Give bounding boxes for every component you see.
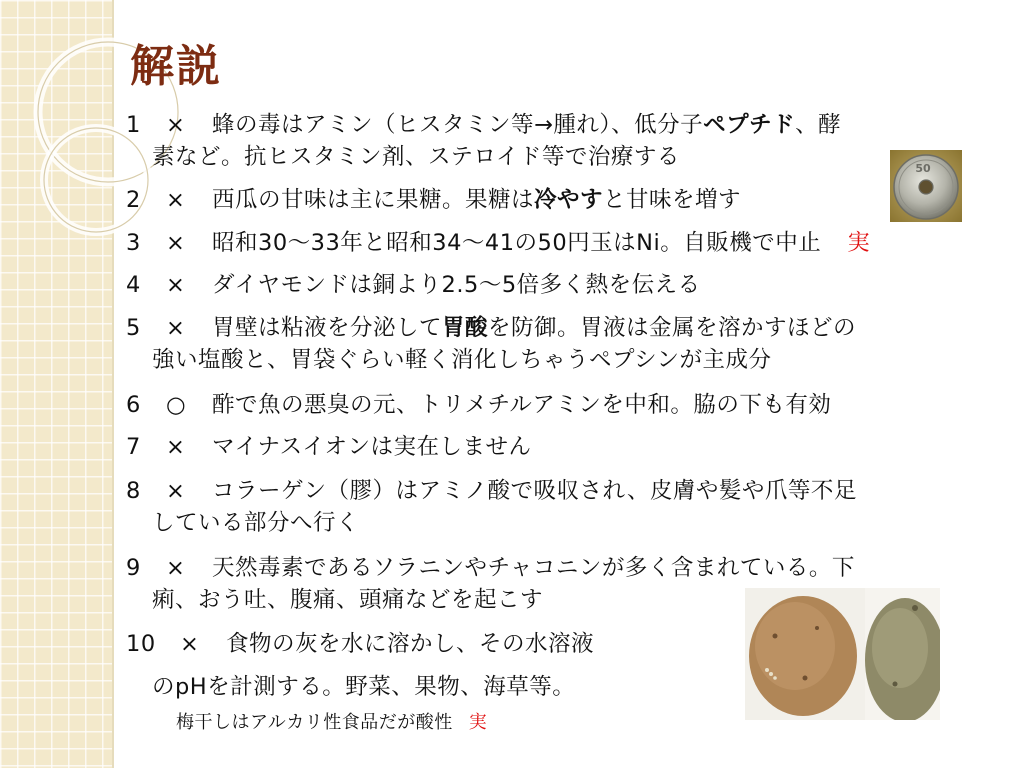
item-text: ダイヤモンドは銅より2.5〜5倍多く熱を伝える <box>212 272 701 298</box>
fact-marker: 実 <box>468 712 488 733</box>
list-item-continuation: 素など。抗ヒスタミン剤、ステロイド等で治療する <box>152 144 680 170</box>
item-number: 9 <box>126 555 141 581</box>
list-item <box>126 270 701 300</box>
item-mark: × <box>166 434 186 460</box>
item-text: 食物の灰を水に溶かし、その水溶液 <box>226 631 595 657</box>
fifty-yen-coin-photo <box>890 150 962 222</box>
sprouting-potato-photo <box>745 588 940 720</box>
item-number: 4 <box>126 272 141 298</box>
item-mark: × <box>166 272 186 298</box>
item-text: と甘味を増す <box>603 187 742 213</box>
item-mark: × <box>166 230 186 256</box>
list-item <box>126 476 857 506</box>
item-bold-text: 胃酸 <box>442 315 489 341</box>
item-number: 10 <box>126 631 156 657</box>
coin-text: 50 <box>915 162 931 175</box>
item-number: 8 <box>126 478 141 504</box>
item-number: 6 <box>126 392 141 418</box>
note-text: 梅干しはアルカリ性食品だが酸性 <box>176 712 453 733</box>
item-text: 胃壁は粘液を分泌して <box>212 315 443 341</box>
item-text: を防御。胃液は金属を溶かすほどの <box>488 315 857 341</box>
item-number: 1 <box>126 112 141 138</box>
item-text: 昭和30〜33年と昭和34〜41の50円玉はNi。自販機で中止 <box>212 230 822 256</box>
item-mark: × <box>180 631 200 657</box>
item-mark: × <box>166 187 186 213</box>
item-mark: × <box>166 555 186 581</box>
list-item-continuation: のpHを計測する。野菜、果物、海草等。 <box>152 674 576 700</box>
item-text: 酢で魚の悪臭の元、トリメチルアミンを中和。脇の下も有効 <box>212 392 832 418</box>
list-item <box>126 553 855 583</box>
list-item <box>126 110 841 140</box>
item-mark: × <box>166 478 186 504</box>
fact-marker: 実 <box>847 230 871 256</box>
list-item-continuation: している部分へ行く <box>152 510 360 536</box>
item-mark: × <box>166 315 186 341</box>
list-item <box>126 629 594 659</box>
item-text: コラーゲン（膠）はアミノ酸で吸収され、皮膚や髪や爪等不足 <box>212 478 857 504</box>
item-text: 西瓜の甘味は主に果糖。果糖は <box>212 187 535 213</box>
item-number: 5 <box>126 315 141 341</box>
list-item-continuation: 強い塩酸と、胃袋ぐらい軽く消化しちゃうペプシンが主成分 <box>152 347 772 373</box>
item-text: 蜂の毒はアミン（ヒスタミン等→腫れ）、低分子 <box>212 112 704 138</box>
item-number: 2 <box>126 187 141 213</box>
item-mark: × <box>166 112 186 138</box>
item-bold-text: ペプチド <box>703 112 796 138</box>
item-text: 天然毒素であるソラニンやチャコニンが多く含まれている。下 <box>212 555 855 581</box>
item-bold-text: 冷やす <box>534 187 604 213</box>
item-text: 、酵 <box>795 112 842 138</box>
item-number: 3 <box>126 230 141 256</box>
slide-title: 解説 <box>130 41 222 92</box>
list-item <box>126 228 870 258</box>
list-item <box>126 313 856 343</box>
list-item-note <box>176 708 487 738</box>
item-text: マイナスイオンは実在しません <box>212 434 532 460</box>
item-number: 7 <box>126 434 141 460</box>
list-item <box>126 185 741 215</box>
list-item-continuation: 痢、おう吐、腹痛、頭痛などを起こす <box>152 587 544 613</box>
item-mark: ○ <box>166 392 187 418</box>
list-item <box>126 432 532 462</box>
list-item <box>126 390 831 420</box>
